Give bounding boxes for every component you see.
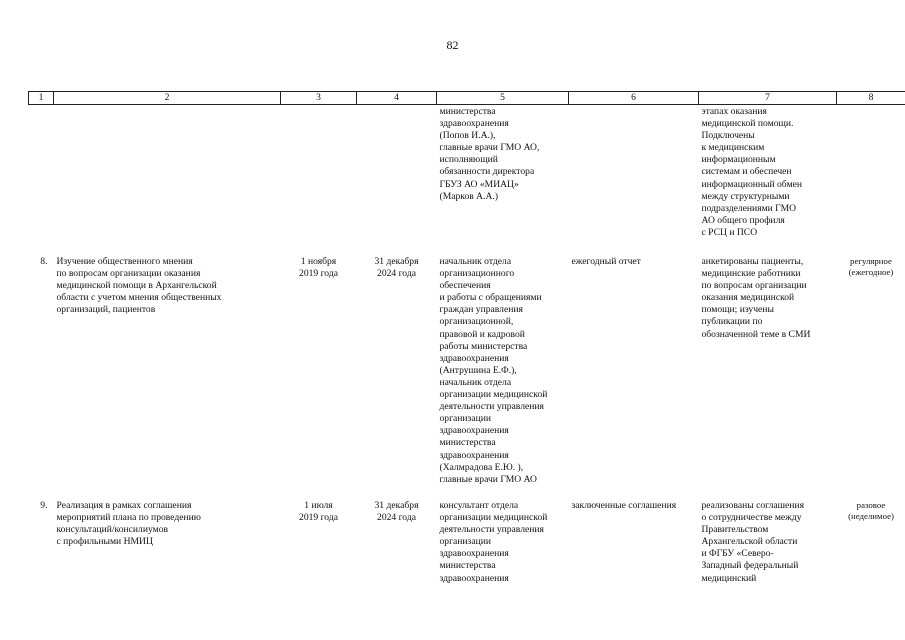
column-number: 7	[699, 92, 837, 105]
start-date: 1 ноября 2019 года	[299, 256, 338, 280]
page-number: 82	[446, 38, 459, 52]
responsible: министерства здравоохранения (Попов И.А.), главные врачи ГМО АО, исполняющий обязанности директора ГБУЗ АО «МИАЦ» (Марков А.А.)	[439, 106, 540, 202]
column-number: 2	[54, 92, 281, 105]
start-date: 1 июля 2019 года	[299, 500, 338, 524]
end-date: 31 декабря 2024 года	[374, 500, 419, 524]
activity-name	[54, 105, 281, 257]
table-row	[29, 500, 905, 590]
activity-type: разовое (неделимое)	[848, 500, 894, 521]
completion-form: заключенные соглашения	[571, 500, 677, 511]
column-number: 6	[569, 92, 699, 105]
responsible: начальник отдела организационного обеспечения и работы с обращениями граждан управления организационной, правовой и кадровой работы министерства здравоохранения (Антрушина Е.Ф.), начальник отдела организации медицинской деятельности управления организации здравоохранения министерства здравоохранения (Халмрадова Е.Ю. ), главные врачи ГМО АО	[439, 256, 548, 485]
result: реализованы соглашения о сотрудничестве между Правительством Архангельской области и ФГБУ «Северо- Западный федеральный медицинский	[701, 500, 804, 584]
column-number: 1	[29, 92, 54, 105]
completion-form	[569, 105, 699, 257]
result: этапах оказания медицинской помощи. Подключены к медицинским информационным системам и обеспечен информационный обмен между структурными подразделениями ГМО АО общего профиля с РСЦ и ПСО	[701, 106, 803, 238]
plan-table	[28, 91, 905, 590]
column-number: 8	[837, 92, 905, 105]
table-row	[29, 256, 905, 500]
row-number	[29, 105, 54, 257]
start-date	[281, 105, 357, 257]
activity-type	[837, 105, 905, 257]
activity-name: Изучение общественного мнения по вопросам организации оказания медицинской помощи в Архангельской области с учетом мнения общественных организаций, пациентов	[56, 256, 222, 316]
column-number: 4	[357, 92, 437, 105]
row-number: 9.	[40, 500, 48, 511]
result: анкетированы пациенты, медицинские работники по вопросам организации оказания медицинской помощи; изучены публикации по обозначенной теме в СМИ	[701, 256, 811, 340]
end-date	[357, 105, 437, 257]
table-row-continuation	[29, 105, 905, 257]
activity-name: Реализация в рамках соглашения мероприятий плана по проведению консультаций/консилиумов с профильными НМИЦ	[56, 500, 201, 548]
responsible: консультант отдела организации медицинской деятельности управления организации здравоохранения министерства здравоохранения	[439, 500, 548, 584]
column-number-row	[29, 92, 905, 105]
column-number: 3	[281, 92, 357, 105]
column-number: 5	[437, 92, 569, 105]
completion-form: ежегодный отчет	[571, 256, 641, 267]
end-date: 31 декабря 2024 года	[374, 256, 419, 280]
row-number: 8.	[40, 256, 48, 267]
activity-type: регулярное (ежегодное)	[848, 256, 894, 277]
